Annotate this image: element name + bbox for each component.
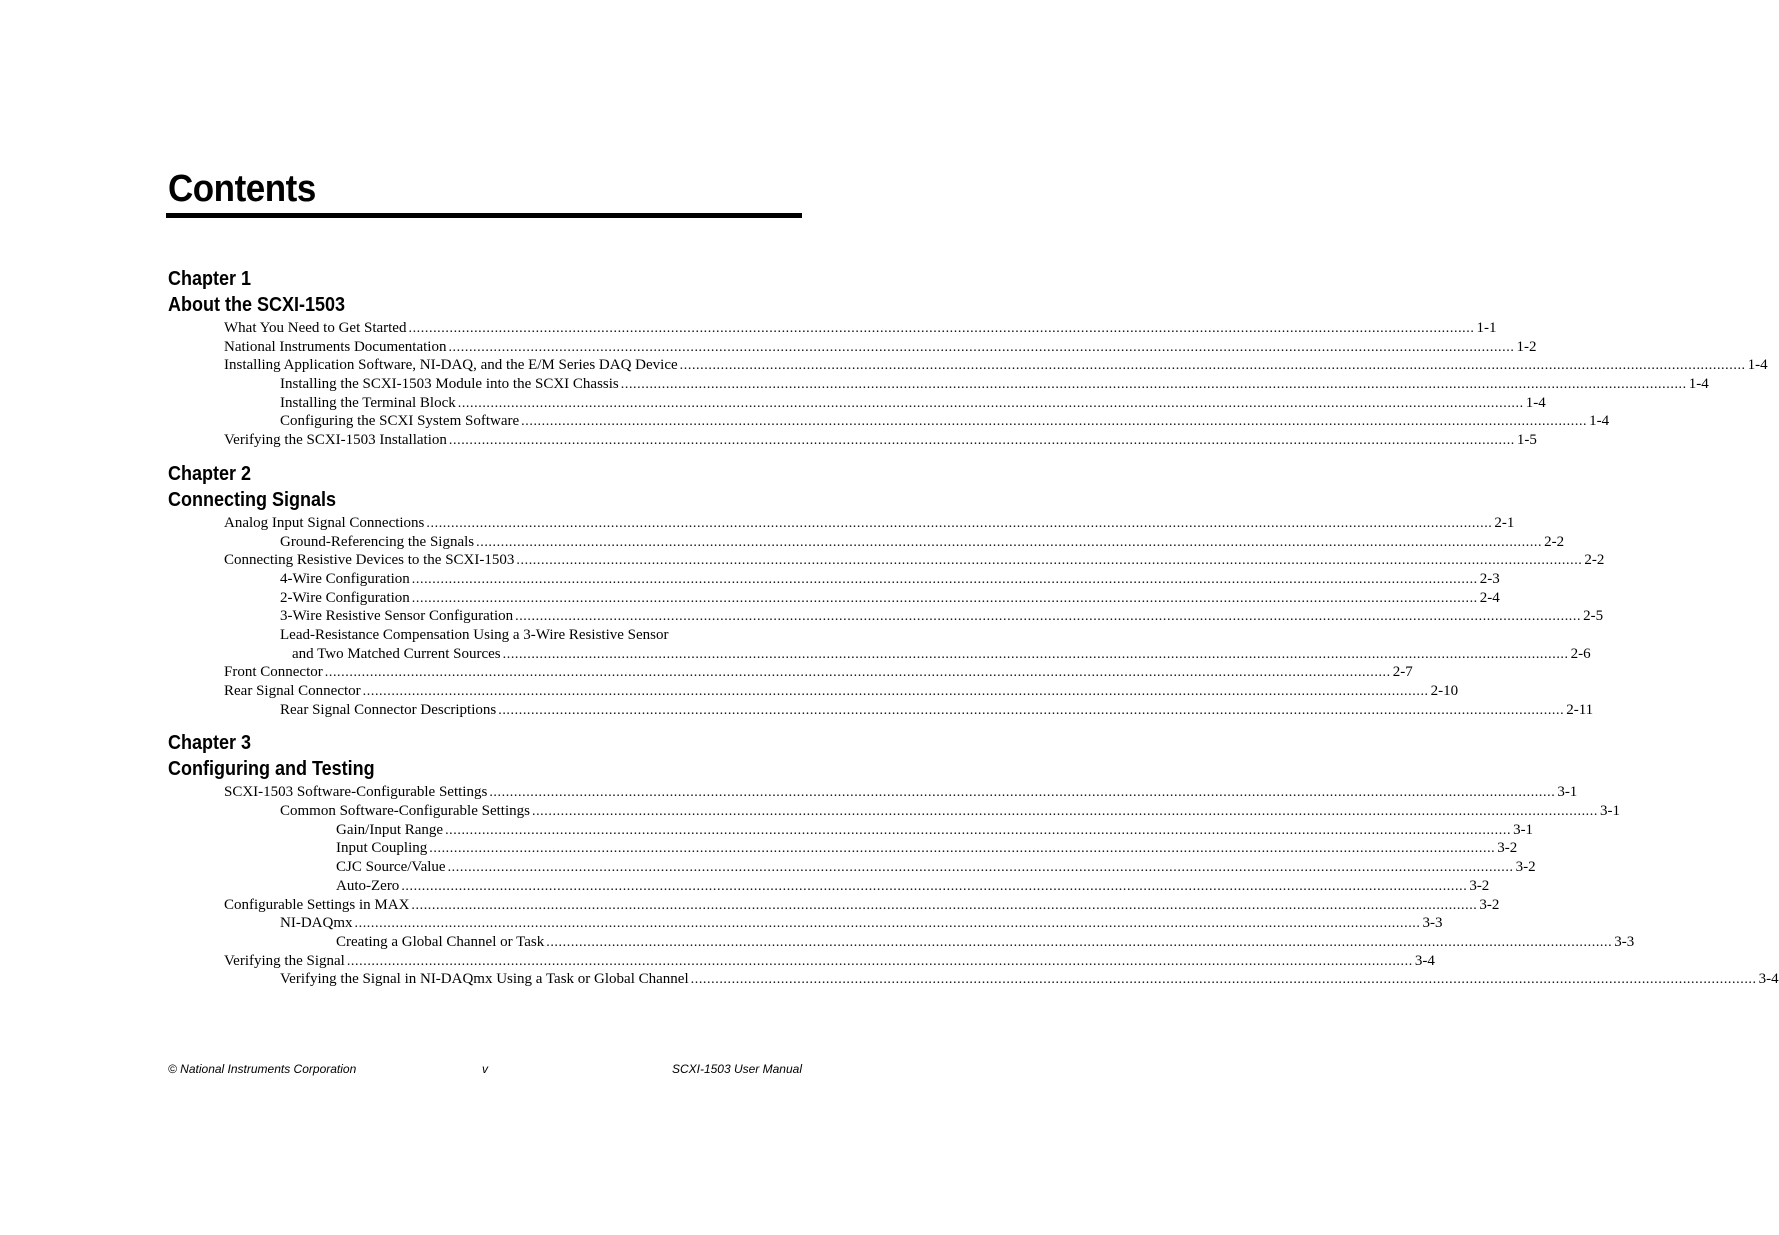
dot-leader: .................................................................................................................................................................................................................................................................... (489, 785, 1556, 801)
toc-entry-page: 3-1 (1599, 803, 1620, 820)
dot-leader: .................................................................................................................................................................................................................................................................... (620, 377, 1687, 393)
title-rule (166, 213, 802, 218)
toc-entry-text: 3-Wire Resistive Sensor Configuration (280, 608, 514, 625)
chapter-title: Connecting Signals (168, 488, 337, 511)
table-of-contents (168, 266, 1779, 1000)
toc-entry-text: Common Software-Configurable Settings (280, 803, 530, 820)
toc-entry-text: Verifying the Signal (224, 952, 345, 969)
toc-entry[interactable] (292, 645, 1591, 664)
dot-leader: .................................................................................................................................................................................................................................................................... (690, 972, 1757, 988)
chapter-section (168, 266, 1768, 450)
footer-copyright: © National Instruments Corporation (168, 1062, 357, 1076)
toc-entry-text: Installing Application Software, NI-DAQ, and the E/M Series DAQ Device (224, 357, 678, 374)
toc-entry-page: 3-1 (1557, 784, 1578, 801)
toc-entry-page: 2-3 (1479, 570, 1500, 587)
toc-entry[interactable] (224, 896, 1500, 915)
dot-leader: .................................................................................................................................................................................................................................................................... (411, 590, 1478, 606)
toc-entry-page: 1-4 (1589, 413, 1610, 430)
toc-entry-page: 2-2 (1544, 533, 1565, 550)
dot-leader: .................................................................................................................................................................................................................................................................... (401, 878, 1468, 894)
dot-leader: .................................................................................................................................................................................................................................................................... (447, 860, 1514, 876)
dot-leader: .................................................................................................................................................................................................................................................................... (408, 321, 1475, 336)
toc-entry-page: 2-1 (1494, 514, 1515, 531)
toc-entry-text: CJC Source/Value (336, 859, 446, 876)
toc-entry-page: 2-5 (1583, 608, 1604, 625)
toc-entry-text: Auto-Zero (336, 877, 400, 894)
dot-leader: .................................................................................................................................................................................................................................................................... (426, 515, 1493, 531)
toc-entry-page: 1-2 (1516, 338, 1537, 355)
toc-entry-page: 3-2 (1479, 896, 1500, 913)
toc-entry[interactable] (224, 663, 1413, 682)
toc-entry-page: 3-2 (1497, 840, 1518, 857)
toc-entry-text: Installing the Terminal Block (280, 394, 456, 411)
toc-entry[interactable] (280, 914, 1443, 933)
toc-entry-text: Front Connector (224, 664, 323, 681)
dot-leader: .................................................................................................................................................................................................................................................................... (546, 934, 1613, 950)
toc-entry-text: Verifying the Signal in NI-DAQmx Using a Task or Global Channel (280, 971, 689, 988)
toc-entry-page: 3-3 (1422, 915, 1443, 932)
toc-entry[interactable] (280, 375, 1709, 394)
dot-leader: .................................................................................................................................................................................................................................................................... (362, 684, 1429, 699)
toc-entry[interactable] (280, 570, 1500, 589)
dot-leader: .................................................................................................................................................................................................................................................................... (445, 822, 1512, 838)
toc-entry-text: National Instruments Documentation (224, 338, 447, 355)
toc-entry-text: and Two Matched Current Sources (292, 645, 501, 662)
toc-entry-text[interactable]: Lead-Resistance Compensation Using a 3-Wire Resistive Sensor (280, 626, 669, 643)
dot-leader: .................................................................................................................................................................................................................................................................... (521, 414, 1588, 430)
toc-entry-page: 1-5 (1516, 432, 1537, 449)
toc-entry[interactable] (336, 877, 1490, 896)
dot-leader: .................................................................................................................................................................................................................................................................... (516, 553, 1583, 569)
toc-entry-page: 3-4 (1758, 971, 1779, 988)
toc-entry[interactable] (280, 701, 1594, 720)
toc-entry-page: 2-10 (1430, 683, 1459, 699)
dot-leader: .................................................................................................................................................................................................................................................................... (346, 953, 1413, 969)
footer-page-number: v (482, 1062, 488, 1076)
dot-leader: .................................................................................................................................................................................................................................................................... (411, 897, 1478, 913)
toc-entry[interactable] (224, 952, 1435, 971)
dot-leader: .................................................................................................................................................................................................................................................................... (515, 609, 1582, 625)
toc-entry[interactable] (224, 551, 1605, 570)
dot-leader: .................................................................................................................................................................................................................................................................... (476, 534, 1543, 550)
toc-entry-text: Verifying the SCXI-1503 Installation (224, 432, 447, 449)
dot-leader: .................................................................................................................................................................................................................................................................... (324, 665, 1391, 681)
dot-leader: .................................................................................................................................................................................................................................................................... (502, 646, 1569, 662)
toc-entry[interactable] (280, 533, 1565, 552)
toc-entry-text: NI-DAQmx (280, 915, 353, 932)
toc-entry-text: Configuring the SCXI System Software (280, 413, 520, 430)
chapter-section (168, 730, 1779, 989)
toc-entry[interactable] (280, 802, 1620, 821)
toc-entry[interactable] (280, 607, 1604, 626)
toc-entry-page: 3-2 (1469, 877, 1490, 894)
dot-leader: .................................................................................................................................................................................................................................................................... (679, 358, 1746, 374)
toc-entry-text: Ground-Referencing the Signals (280, 533, 475, 550)
toc-entry[interactable] (224, 431, 1537, 450)
toc-entry[interactable] (224, 356, 1768, 375)
toc-entry-page: 1-4 (1747, 357, 1768, 374)
toc-entry-text: Connecting Resistive Devices to the SCXI-1503 (224, 552, 515, 569)
toc-entry-page: 2-11 (1566, 701, 1594, 718)
chapter-number: Chapter 1 (168, 268, 252, 290)
toc-entry-text: Gain/Input Range (336, 821, 444, 838)
toc-entry-text: Installing the SCXI-1503 Module into the SCXI Chassis (280, 376, 619, 393)
dot-leader: .................................................................................................................................................................................................................................................................... (531, 804, 1598, 820)
page-title: Contents (168, 168, 316, 210)
toc-entry-text: SCXI-1503 Software-Configurable Settings (224, 784, 488, 801)
toc-entry[interactable] (224, 682, 1459, 701)
chapter-number: Chapter 3 (168, 732, 252, 755)
toc-entry-page: 3-1 (1513, 821, 1534, 838)
dot-leader: .................................................................................................................................................................................................................................................................... (354, 916, 1421, 932)
toc-entry[interactable] (224, 338, 1537, 357)
toc-entry[interactable] (336, 839, 1518, 858)
toc-entry[interactable] (280, 394, 1546, 413)
toc-entry-page: 2-6 (1570, 645, 1591, 662)
toc-entry[interactable] (224, 319, 1497, 338)
toc-entry[interactable] (280, 412, 1610, 431)
toc-entry-text: 2-Wire Configuration (280, 589, 410, 606)
toc-entry-page: 1-1 (1476, 320, 1497, 336)
toc-entry[interactable] (224, 783, 1578, 802)
chapter-section (168, 461, 1605, 720)
toc-entry-page: 3-3 (1614, 933, 1635, 950)
dot-leader: .................................................................................................................................................................................................................................................................... (411, 571, 1478, 587)
toc-entry-page: 2-7 (1392, 664, 1413, 681)
toc-entry-page: 1-4 (1525, 394, 1546, 411)
dot-leader: .................................................................................................................................................................................................................................................................... (498, 702, 1565, 718)
toc-entry-text: What You Need to Get Started (224, 320, 407, 336)
toc-entry-page: 2-2 (1584, 552, 1605, 569)
page-footer (168, 1062, 802, 1080)
toc-entry-page: 3-2 (1515, 859, 1536, 876)
toc-entry-text: Configurable Settings in MAX (224, 896, 410, 913)
toc-entry[interactable] (336, 933, 1635, 952)
toc-entry-text: Rear Signal Connector (224, 683, 361, 699)
toc-entry-page: 3-4 (1414, 952, 1435, 969)
toc-entry-text: Rear Signal Connector Descriptions (280, 701, 497, 718)
dot-leader: .................................................................................................................................................................................................................................................................... (457, 395, 1524, 411)
toc-entry[interactable] (336, 821, 1534, 840)
footer-manual-title: SCXI-1503 User Manual (671, 1062, 802, 1076)
toc-entry[interactable] (224, 514, 1515, 533)
toc-entry[interactable] (280, 589, 1500, 608)
chapter-number: Chapter 2 (168, 462, 252, 485)
toc-entry-text: 4-Wire Configuration (280, 570, 410, 587)
toc-entry-text: Input Coupling (336, 840, 428, 857)
dot-leader: .................................................................................................................................................................................................................................................................... (448, 339, 1515, 355)
dot-leader: .................................................................................................................................................................................................................................................................... (448, 433, 1515, 449)
dot-leader: .................................................................................................................................................................................................................................................................... (429, 841, 1496, 857)
toc-entry-page: 1-4 (1688, 376, 1709, 393)
toc-entry[interactable] (280, 970, 1779, 989)
toc-entry[interactable] (336, 858, 1536, 877)
toc-entry-text: Analog Input Signal Connections (224, 514, 425, 531)
chapter-title: Configuring and Testing (168, 758, 375, 781)
toc-entry-text: Creating a Global Channel or Task (336, 933, 545, 950)
toc-entry-page: 2-4 (1479, 589, 1500, 606)
chapter-title: About the SCXI-1503 (168, 294, 346, 316)
